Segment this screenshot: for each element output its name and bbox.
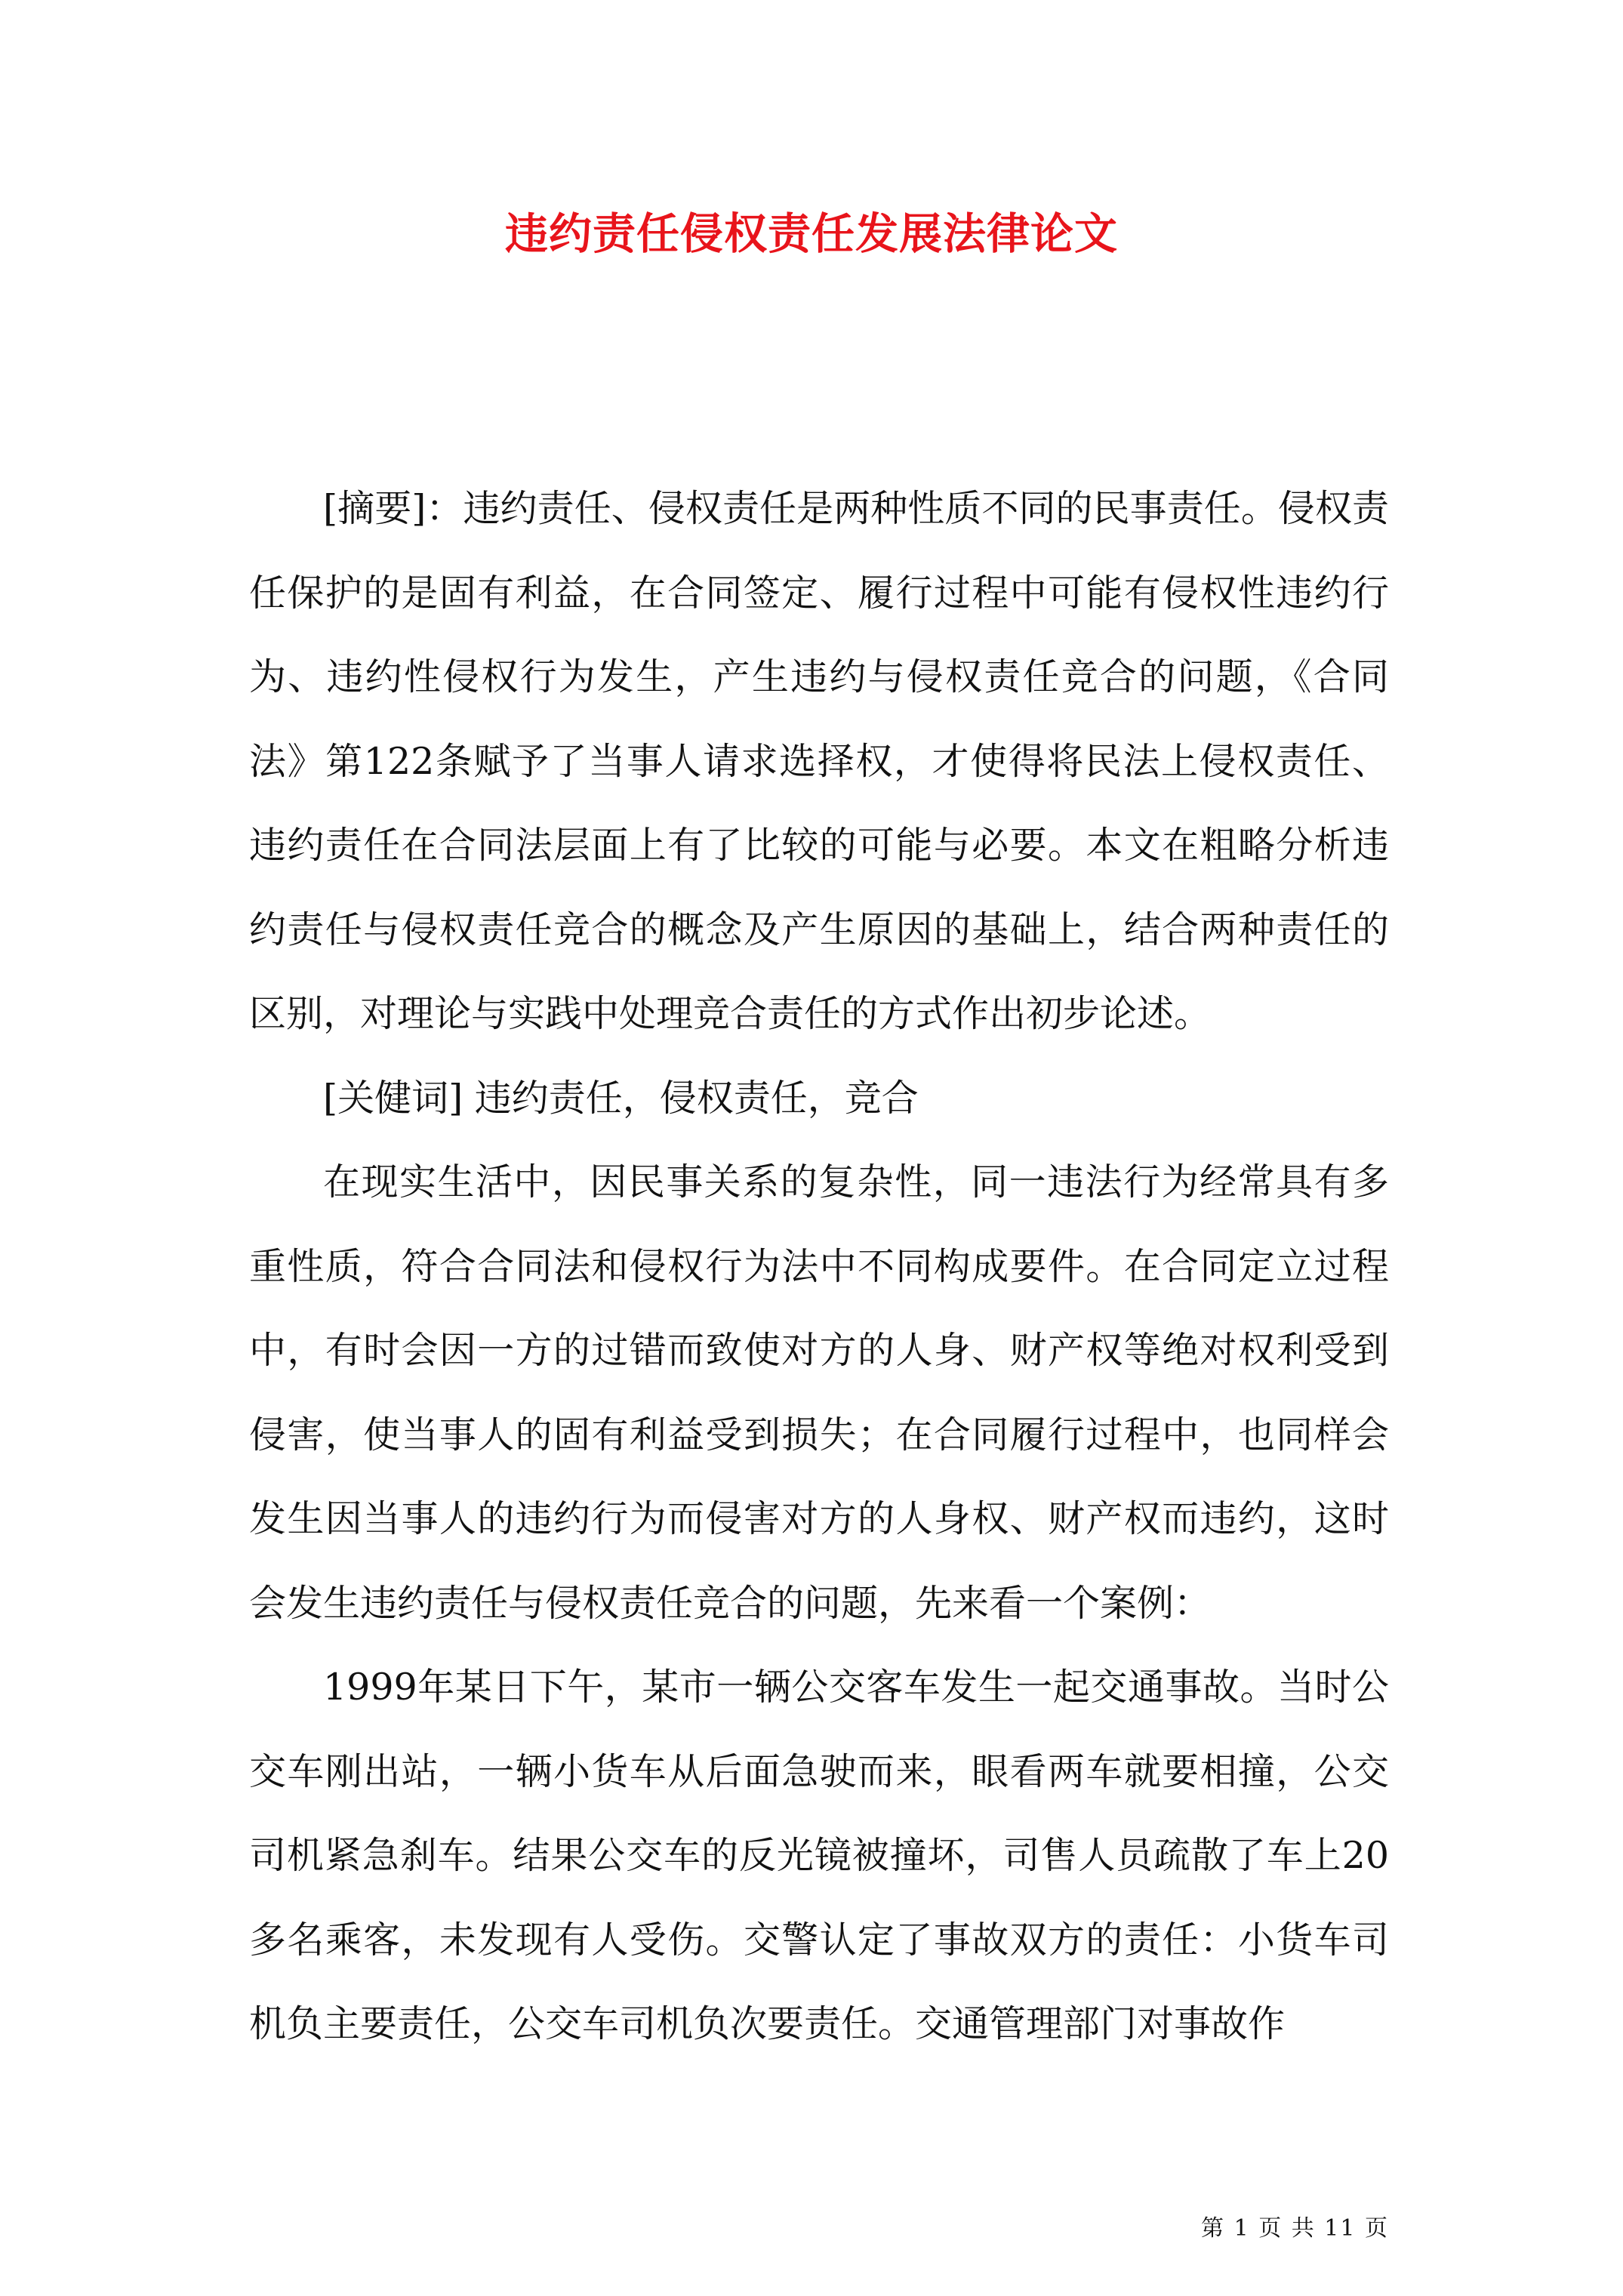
document-body	[249, 467, 1389, 2066]
body-paragraph: 1999年某日下午，某市一辆公交客车发生一起交通事故。当时公交车刚出站，一辆小货车从后面急驶而来，眼看两车就要相撞，公交司机紧急刹车。结果公交车的反光镜被撞坏，司售人员疏散了车上20多名乘客，未发现有人受伤。交警认定了事故双方的责任：小货车司机负主要责任，公交车司机负次要责任。交通管理部门对事故作	[249, 1666, 1389, 2045]
abstract-paragraph: [摘要]：违约责任、侵权责任是两种性质不同的民事责任。侵权责任保护的是固有利益，在合同签定、履行过程中可能有侵权性违约行为、违约性侵权行为发生，产生违约与侵权责任竞合的问题，《合同法》第122条赋予了当事人请求选择权，才使得将民法上侵权责任、违约责任在合同法层面上有了比较的可能与必要。本文在粗略分析违约责任与侵权责任竞合的概念及产生原因的基础上，结合两种责任的区别，对理论与实践中处理竞合责任的方式作出初步论述。	[249, 487, 1389, 1035]
document-title: 违约责任侵权责任发展法律论文	[505, 208, 1118, 259]
keywords-paragraph: [关健词] 违约责任，侵权责任，竞合	[323, 1076, 919, 1120]
body-paragraph: 在现实生活中，因民事关系的复杂性，同一违法行为经常具有多重性质，符合合同法和侵权行为法中不同构成要件。在合同定立过程中，有时会因一方的过错而致使对方的人身、财产权等绝对权利受到侵害，使当事人的固有利益受到损失；在合同履行过程中，也同样会发生因当事人的违约行为而侵害对方的人身权、财产权而违约，这时会发生违约责任与侵权责任竞合的问题，先来看一个案例：	[249, 1160, 1389, 1625]
page-number-footer: 第 1 页 共 11 页	[1201, 2215, 1389, 2242]
